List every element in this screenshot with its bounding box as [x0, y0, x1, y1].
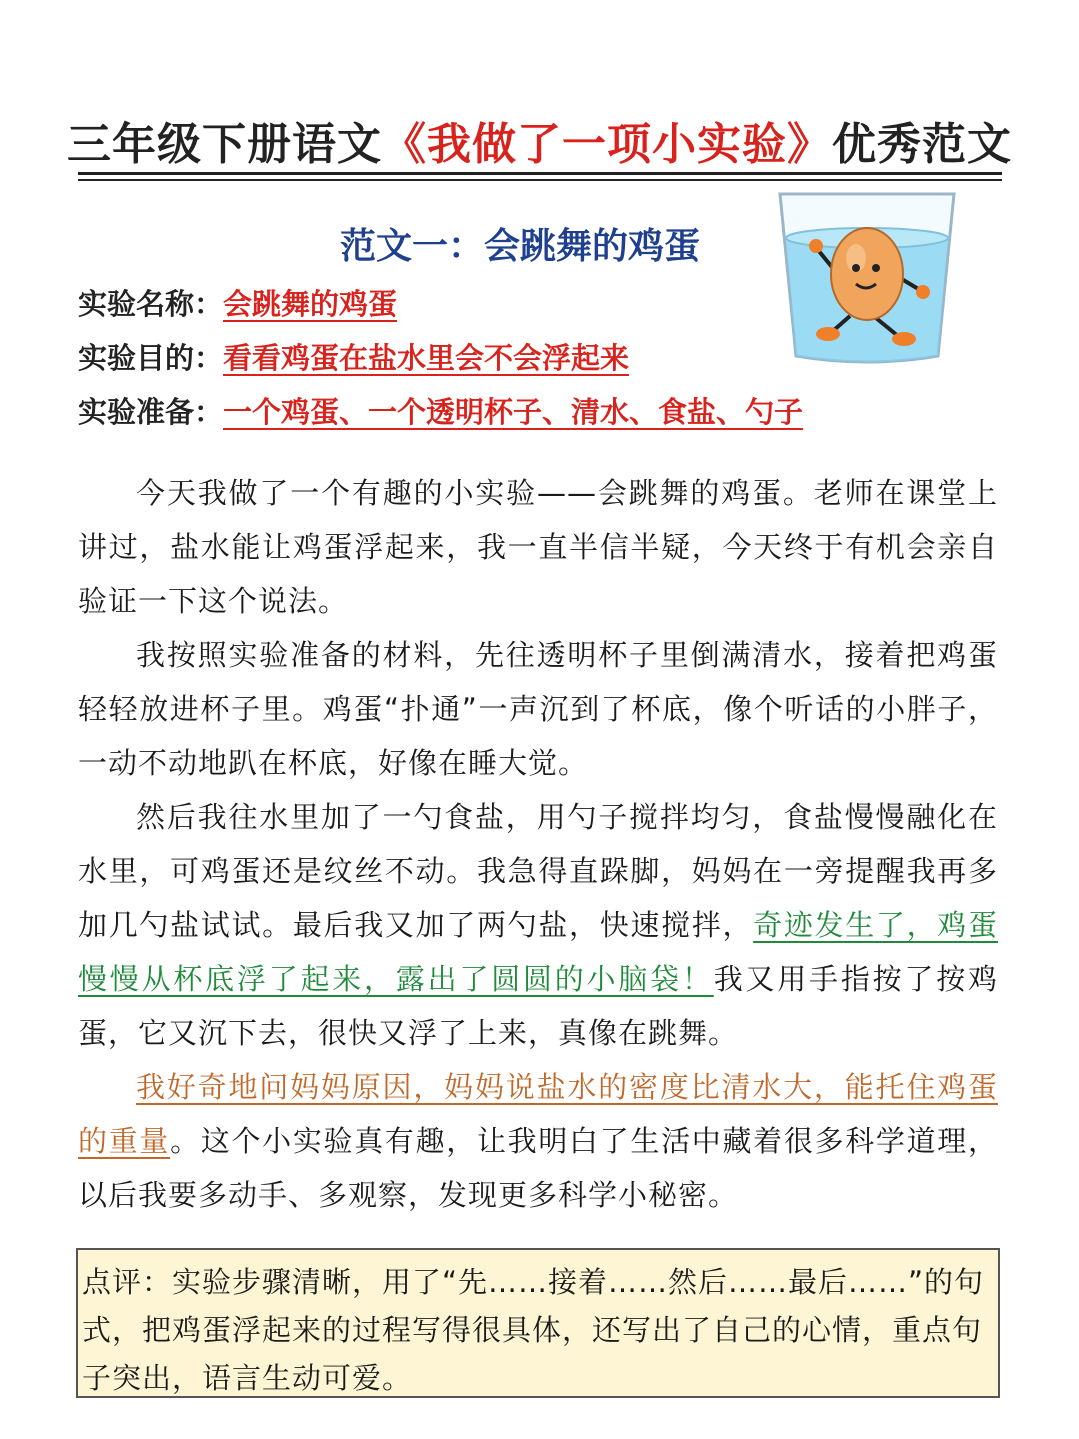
- title-divider-thin: [78, 179, 1002, 181]
- info-row-prep: [78, 390, 803, 431]
- paragraph-4: [78, 1060, 998, 1222]
- paragraph-4-text: 。这个小实验真有趣，让我明白了生活中藏着很多科学道理，以后我要多动手、多观察，发现更多科学小秘密。: [78, 1124, 998, 1212]
- title-book: 《我做了一项小实验》: [382, 119, 832, 170]
- title-prefix: 三年级下册语文: [67, 119, 382, 170]
- essay-body: [78, 466, 998, 1222]
- paragraph-3-text-b: 我又用手指按了按鸡蛋，它又沉下去，很快又浮了上来，真像在跳舞。: [78, 962, 998, 1050]
- paragraph-3-text-a: 然后我往水里加了一勺食盐，用勺子搅拌均匀，食盐慢慢融化在水里，可鸡蛋还是纹丝不动。我急得直跺脚，妈妈在一旁提醒我再多加几勺盐试试。最后我又加了两勺盐，快速搅拌，: [78, 800, 998, 942]
- paragraph-3: [78, 790, 998, 1060]
- comment-box: 点评：实验步骤清晰，用了“先……接着……然后……最后……”的句式，把鸡蛋浮起来的过程写得很具体，还写出了自己的心情，重点句子突出，语言生动可爱。: [76, 1248, 1000, 1398]
- info-label: 实验目的：: [78, 341, 224, 375]
- info-label: 实验准备：: [78, 395, 224, 429]
- page-title: [0, 108, 1079, 172]
- info-value: 看看鸡蛋在盐水里会不会浮起来: [223, 341, 630, 375]
- info-label: 实验名称：: [78, 287, 224, 321]
- info-row-purpose: [78, 336, 629, 377]
- title-divider: [78, 172, 1002, 175]
- egg-in-glass-icon: [772, 188, 962, 368]
- info-value: 一个鸡蛋、一个透明杯子、清水、食盐、勺子: [223, 395, 804, 429]
- highlight-sentence-green: 奇迹发生了，鸡蛋慢慢从杯底浮了起来，露出了圆圆的小脑袋！: [78, 908, 998, 996]
- title-suffix: 优秀范文: [832, 119, 1012, 170]
- highlight-sentence-orange: 我好奇地问妈妈原因，妈妈说盐水的密度比清水大，能托住鸡蛋的重量: [78, 1070, 998, 1158]
- paragraph-1: 今天我做了一个有趣的小实验——会跳舞的鸡蛋。老师在课堂上讲过，盐水能让鸡蛋浮起来，我一直半信半疑，今天终于有机会亲自验证一下这个说法。: [78, 476, 998, 618]
- paragraph-2: 我按照实验准备的材料，先往透明杯子里倒满清水，接着把鸡蛋轻轻放进杯子里。鸡蛋“扑通”一声沉到了杯底，像个听话的小胖子，一动不动地趴在杯底，好像在睡大觉。: [78, 638, 998, 780]
- info-row-name: [78, 282, 397, 323]
- essay-subtitle: 范文一：会跳舞的鸡蛋: [340, 225, 701, 267]
- info-value: 会跳舞的鸡蛋: [223, 287, 398, 321]
